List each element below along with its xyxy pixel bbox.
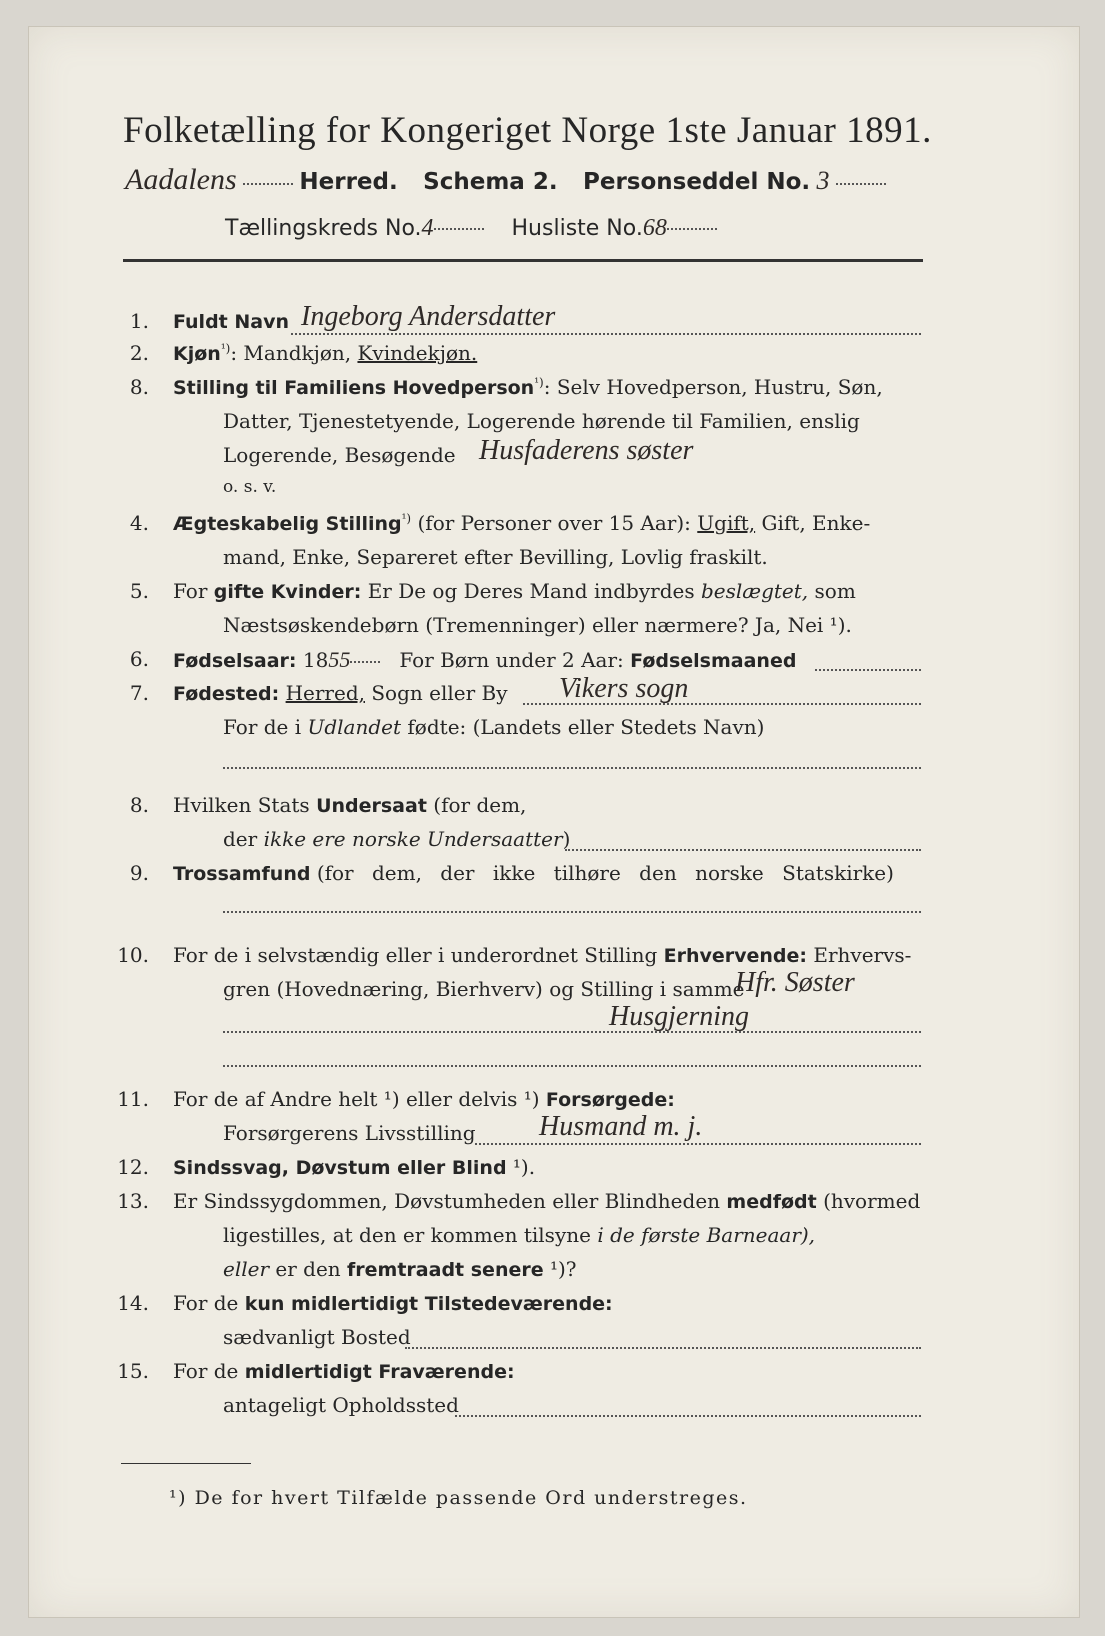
form-title: Folketælling for Kongeriget Norge 1ste Januar 1891. — [123, 110, 932, 151]
husliste-label: Husliste No. — [511, 216, 643, 241]
full-name-value: Ingeborg Andersdatter — [301, 301, 556, 332]
schema-label: Schema 2. — [423, 169, 558, 195]
footnote: ¹) De for hvert Tilfælde passende Ord understreges. — [169, 1487, 748, 1509]
provider-value: Husmand m. j. — [539, 1111, 703, 1142]
full-name-label: Fuldt Navn — [173, 311, 290, 333]
footnote-rule — [121, 1463, 251, 1464]
herred-underlined: Herred, — [285, 681, 365, 705]
kreds-value: 4 — [421, 215, 434, 241]
header-rule — [123, 259, 923, 262]
herred-handwritten: Aadalens — [125, 163, 237, 196]
birth-year-value: 55 — [328, 647, 351, 672]
husliste-value: 68 — [642, 215, 667, 241]
herred-label: Herred. — [299, 169, 398, 195]
occupation-value-1: Hfr. Søster — [735, 967, 855, 998]
birthplace-value: Vikers sogn — [559, 673, 689, 704]
census-form-sheet: Folketælling for Kongeriget Norge 1ste Januar 1891. Aadalens Herred. Schema 2. Personseddel No. 3 Tællingskreds No.4 Husliste No.68 1. Fuldt Navn Ingeborg Andersdatter 2. Kjøn$^{^1)}$: Mandkjøn, Kvindekjøn. 8. Stilling til Familiens Hovedperson$^{^1)}$: Selv Hovedperson, Hustru, Søn, Datter, Tjenestetyende, Logerende hørende til Familien, enslig Logerende, Besøgende Husfaderens søster o. s. v. 4. Ægteskabelig Stilling$^{^1)}$ (for Personer over 15 Aar): Ugift, Gift, Enke- mand, Enke, Separeret efter Bevilling, Lovlig fraskilt. 5. For gifte Kvinder: Er De og Deres Mand indbyrdes beslægtet, som Næstsøskendebørn (Tremenninger) eller nærmere? Ja, Nei ¹). 6. Fødselsaar: 1855 For Børn under 2 Aar: Fødselsmaaned 7. Fødested: Herred, Sogn eller By Vikers sogn For de i Udlandet fødte: (Landets eller Stedets Navn) 8. Hvilken Stats Undersaat (for dem, der ikke ere norske Undersaatter) 9. Trossamfund (for dem, der ikke tilhøre den norske Statskirke) 10. For de i selvstændig eller i underordnet Stilling Erhvervende: Erhvervs- gren (Hovednæring, Bierhverv) og Stilling i samme Hfr. Søster Husgjerning 11. For de af Andre helt ¹) eller delvis ¹) Forsørgede: Forsørgerens Livsstilling Husmand m. j. 12. Sindssvag, Døvstum eller Blind ¹). 13. Er Sindssygdommen, Døvstumheden eller Blindheden medfødt (hvormed ligestilles, at den er kommen tilsyne i de første Barneaar), eller er den fremtraadt senere ¹)? 14. For de kun midlertidigt Tilstedeværende: sædvanligt Bosted 15. For de midlertidigt Fraværende: antageligt Opholdssted ¹) De for hvert Tilfælde passende Ord understreges. — [28, 26, 1080, 1618]
kreds-label: Tællingskreds No. — [225, 216, 422, 241]
personseddel-value: 3 — [816, 166, 830, 195]
kreds-line — [225, 215, 717, 242]
occupation-value-2: Husgjerning — [609, 1001, 749, 1032]
relation-value: Husfaderens søster — [479, 435, 694, 466]
personseddel-label: Personseddel No. — [583, 169, 811, 195]
kvindekjon-underlined: Kvindekjøn. — [357, 341, 478, 365]
herred-line — [125, 163, 886, 197]
ugift-underlined: Ugift, — [697, 511, 756, 535]
